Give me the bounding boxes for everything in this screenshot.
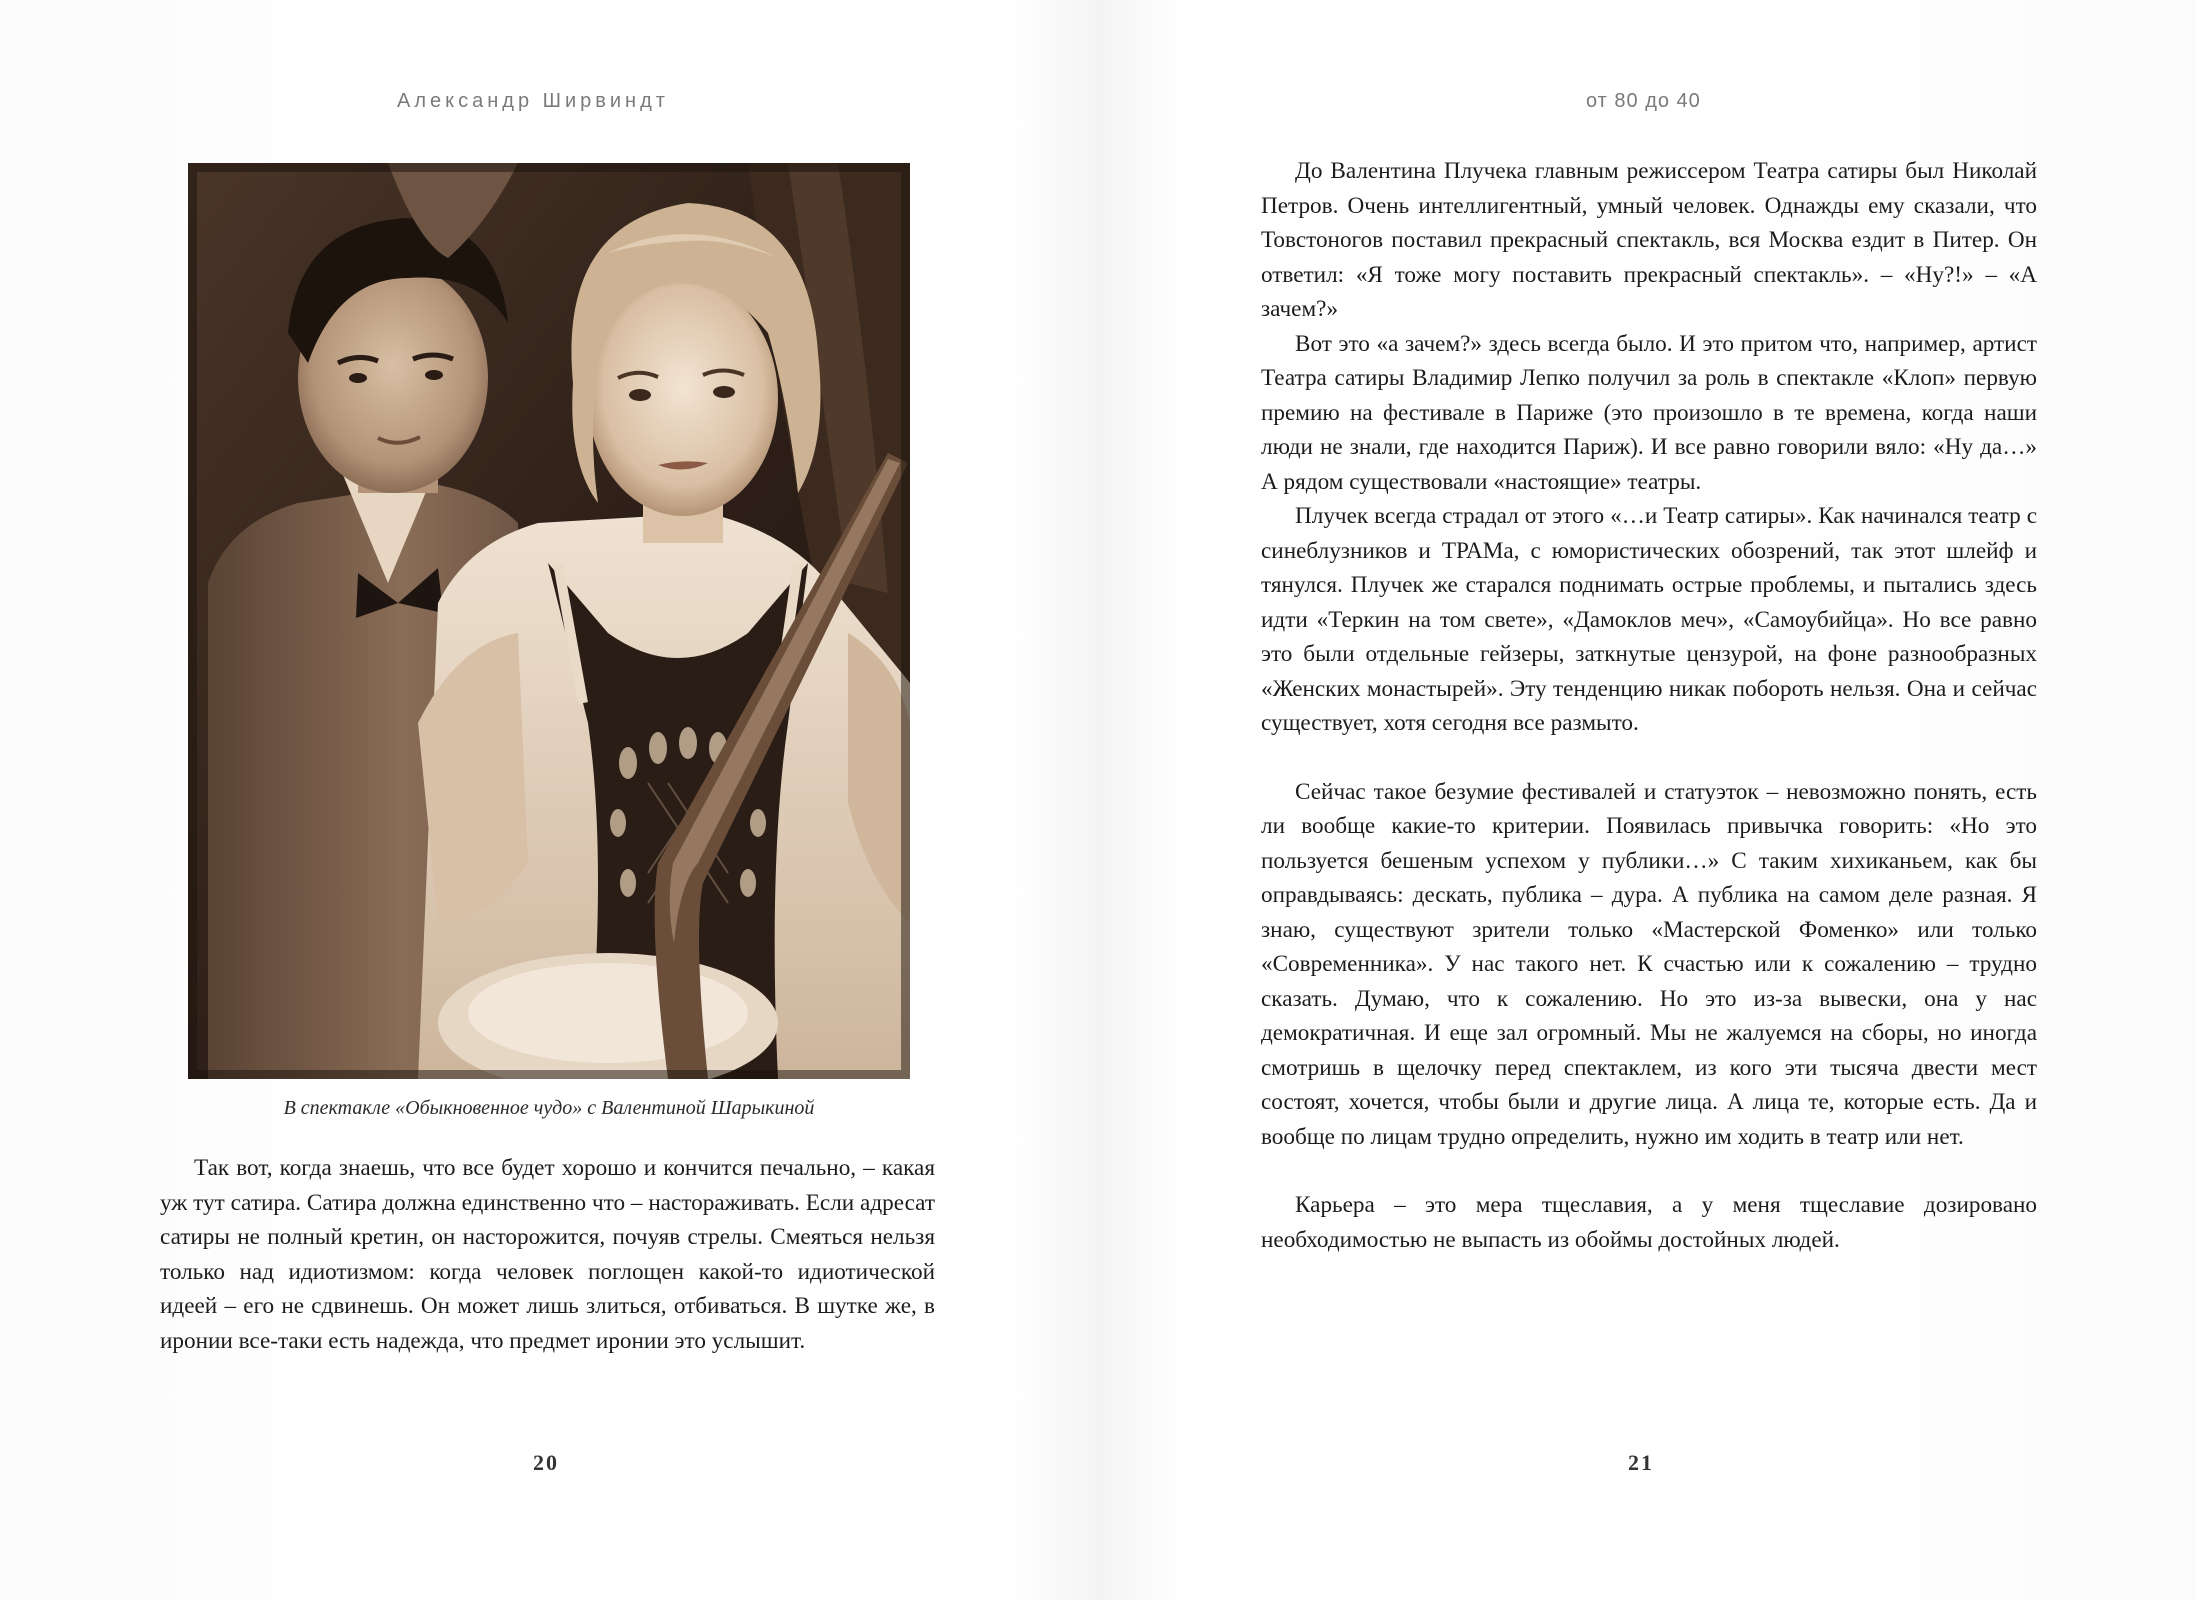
paragraph: Сейчас такое безумие фестивалей и статуэток – невозможно понять, есть ли вообще какие-то критерии. Появилась привычка говорить: «Но это пользуется бешеным успехом у публики…» С таким хихиканьем, как бы оправдываясь: дескать, публика – дура. А публика на самом деле разная. Я знаю, существуют зрители только «Мастерской Фоменко» или только «Современника». У нас такого нет. К счастью или к сожалению – трудно сказать. Думаю, что к сожалению. Но это из-за вывески, она у нас демократичная. И еще зал огромный. Мы не жалуемся на сборы, но иногда смотришь в щелочку перед спектаклем, из кого эти тысяча двести мест состоят, хочется, чтобы были и другие лица. А лица те, которые есть. Да и вообще по лицам трудно определить, нужно им ходить в театр или нет. <box>1261 778 2037 1150</box>
stage-photo <box>188 163 910 1079</box>
paragraph: Карьера – это мера тщеславия, а у меня тщеславие дозировано необходимостью не выпасть из обоймы достойных людей. <box>1261 1192 2037 1253</box>
paragraph: До Валентина Плучека главным режиссером Театра сатиры был Николай Петров. Очень интеллигентный, умный человек. Однажды ему сказали, что Товстоногов поставил прекрасный спектакль, вся Москва ездит в Питер. Он ответил: «Я тоже могу поставить прекрасный спектакль». – «Ну?!» – «А зачем?» <box>1261 158 2037 322</box>
right-page <box>1098 0 2196 1600</box>
left-body-text <box>160 1151 935 1358</box>
photo-caption: В спектакле «Обыкновенное чудо» с Валентиной Шарыкиной <box>283 1097 815 1119</box>
right-body-text <box>1261 154 2037 1257</box>
page-number-right: 21 <box>1628 1450 1654 1475</box>
page-number-left: 20 <box>533 1450 559 1475</box>
running-head-author: Александр Ширвиндт <box>397 90 669 112</box>
paragraph: Плучек всегда страдал от этого «…и Театр сатиры». Как начинался театр с синеблузников и ТРАМа, с юмористических обозрений, так этот шлейф и тянулся. Плучек же старался поднимать острые проблемы, и пытались здесь идти «Теркин на том свете», «Дамоклов меч», «Самоубийца». Но все равно это были отдельные гейзеры, заткнутые цензурой, на фоне разнообразных «Женских монастырей». Эту тенденцию никак побороть нельзя. Она и сейчас существует, хотя сегодня все размыто. <box>1261 503 2037 736</box>
paragraph: Так вот, когда знаешь, что все будет хорошо и кончится печально, – какая уж тут сатира. Сатира должна единственно что – настораживать. Если адресат сатиры не полный кретин, он насторожится, почуяв стрелы. Смеяться нельзя только над идиотизмом: когда человек поглощен какой-то идиотической идеей – его не сдвинешь. Он может лишь злиться, отбиваться. В шутке же, в иронии все-таки есть надежда, что предмет иронии это услышит. <box>160 1155 935 1354</box>
running-head-title: от 80 до 40 <box>1586 90 1701 112</box>
paragraph: Вот это «а зачем?» здесь всегда было. И это притом что, например, артист Театра сатиры Владимир Лепко получил за роль в спектакле «Клоп» первую премию на фестивале в Париже (это произошло в те времена, когда наши люди не знали, где находится Париж). И все равно говорили вяло: «Ну да…» А рядом существовали «настоящие» театры. <box>1261 330 2037 495</box>
